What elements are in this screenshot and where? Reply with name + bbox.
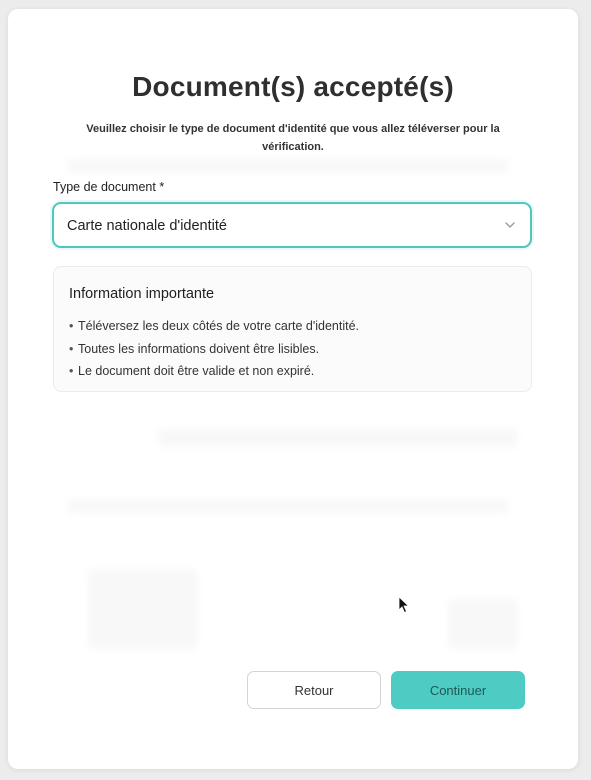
info-title: Information importante [69,286,215,302]
background-ghost [448,599,518,649]
list-item [69,360,359,383]
bullet-icon: • [69,319,74,333]
page-title: Document(s) accepté(s) [132,71,454,102]
chevron-down-icon [504,219,516,231]
page-subtitle: Veuillez choisir le type de document d'identité que vous allez téléverser pour la vérification. [86,123,500,153]
background-ghost [68,499,508,513]
back-button[interactable]: Retour [247,671,381,709]
background-ghost [68,159,508,173]
bullet-icon: • [69,364,74,378]
important-info-box [53,266,532,392]
background-ghost [158,429,518,447]
document-type-label: Type de document * [53,180,165,194]
list-item-text: Le document doit être valide et non expiré. [78,364,315,378]
document-type-selected-value: Carte nationale d'identité [67,218,227,234]
bullet-icon: • [69,341,74,356]
document-type-select[interactable] [52,202,532,248]
info-list [69,315,359,383]
list-item-text: Toutes les informations doivent être lisibles. [78,341,320,356]
list-item [69,315,359,338]
list-item [69,338,359,361]
mouse-cursor-icon [398,596,410,614]
background-ghost [88,569,198,649]
continue-button[interactable]: Continuer [391,671,525,709]
verification-dialog [8,9,578,769]
list-item-text: Téléversez les deux côtés de votre carte d'identité. [78,319,360,333]
